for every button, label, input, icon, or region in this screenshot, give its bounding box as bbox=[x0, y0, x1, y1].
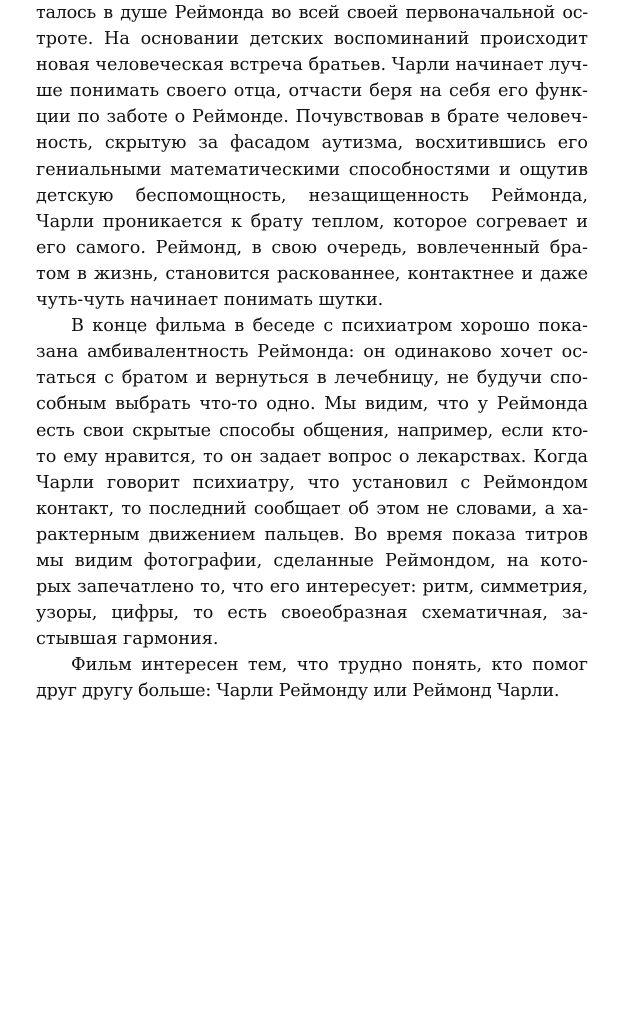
paragraph-1 bbox=[36, 0, 588, 313]
text-line: стывшая гармония. bbox=[36, 629, 219, 650]
text-line: контакт, то последний сообщает об этом не словами, а ха- bbox=[36, 498, 588, 519]
text-line: друг другу больше: Чарли Реймонду или Реймонд Чарли. bbox=[36, 681, 560, 702]
text-line: новая человеческая встреча братьев. Чарли начинает луч- bbox=[36, 55, 589, 76]
text-line: узоры, цифры, то есть своеобразная схематичная, за- bbox=[36, 603, 588, 624]
book-page bbox=[36, 0, 588, 705]
text-line: рых запечатлено то, что его интересует: ритм, симметрия, bbox=[36, 577, 588, 598]
paragraph-2 bbox=[36, 313, 588, 652]
text-line: собным выбрать что-то одно. Мы видим, что у Реймонда bbox=[36, 394, 588, 415]
text-line: Чарли говорит психиатру, что установил с Реймондом bbox=[36, 472, 588, 493]
text-line: мы видим фотографии, сделанные Реймондом, на кото- bbox=[36, 550, 588, 571]
text-line: талось в душе Реймонда во всей своей первоначальной ос- bbox=[36, 3, 588, 23]
text-line: рактерным движением пальцев. Во время показа титров bbox=[36, 524, 588, 545]
text-line: Чарли проникается к брату теплом, которое согревает и bbox=[36, 211, 588, 232]
text-line: В конце фильма в беседе с психиатром хорошо пока- bbox=[71, 316, 588, 337]
text-line: его самого. Реймонд, в свою очередь, вовлеченный бра- bbox=[36, 237, 588, 258]
text-line: ции по заботе о Реймонде. Почувствовав в брате человеч- bbox=[36, 107, 588, 128]
text-line: детскую беспомощность, незащищенность Реймонда, bbox=[36, 185, 588, 206]
text-line: гениальными математическими способностями и ощутив bbox=[36, 159, 588, 180]
text-line: чуть-чуть начинает понимать шутки. bbox=[36, 290, 384, 311]
text-line: таться с братом и вернуться в лечебницу, не будучи спо- bbox=[36, 368, 588, 389]
text-line: то ему нравится, то он задает вопрос о лекарствах. Когда bbox=[36, 446, 588, 467]
text-line: Фильм интересен тем, что трудно понять, кто помог bbox=[71, 655, 588, 676]
text-line: троте. На основании детских воспоминаний происходит bbox=[36, 29, 588, 50]
text-line: есть свои скрытые способы общения, например, если кто- bbox=[36, 420, 588, 441]
text-line: ность, скрытую за фасадом аутизма, восхитившись его bbox=[36, 133, 588, 154]
text-line: том в жизнь, становится раскованнее, контактнее и даже bbox=[36, 263, 588, 284]
text-line: ше понимать своего отца, отчасти беря на себя его функ- bbox=[36, 81, 588, 102]
text-line: зана амбивалентность Реймонда: он одинаково хочет ос- bbox=[36, 342, 588, 363]
paragraph-3 bbox=[36, 652, 588, 704]
